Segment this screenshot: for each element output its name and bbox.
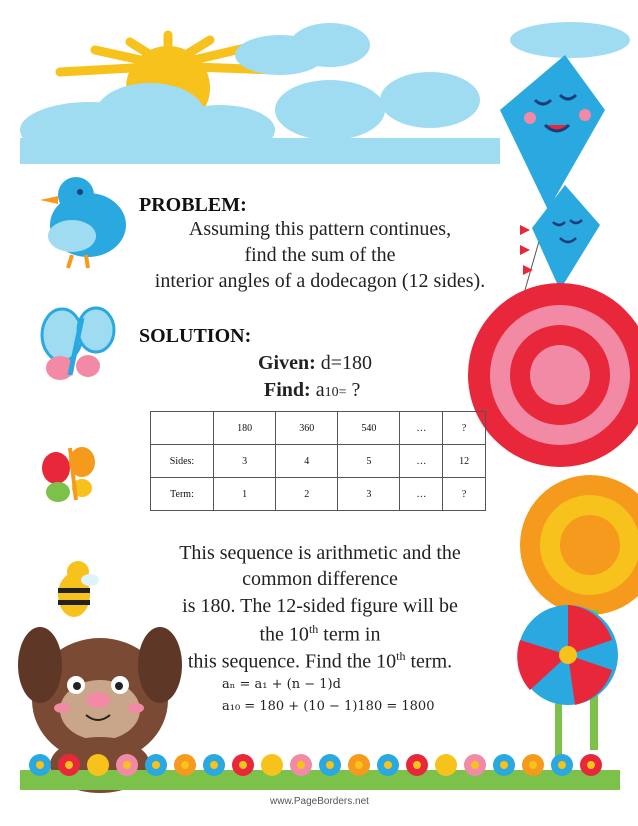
small-flower-icon xyxy=(87,754,109,776)
bee-icon xyxy=(58,561,99,617)
table-cell: 5 xyxy=(338,445,400,478)
table-cell: 3 xyxy=(214,445,276,478)
solution-title: SOLUTION: xyxy=(139,325,252,347)
small-flower-icon xyxy=(319,754,341,776)
table-cell: 4 xyxy=(276,445,338,478)
explanation-line: common difference xyxy=(242,568,398,590)
tenth-term-formula: a₁₀ = 180 + (10 − 1)180 = 1800 xyxy=(222,699,435,714)
small-flower-icon xyxy=(580,754,602,776)
sequence-table xyxy=(150,411,486,511)
explanation-text: this sequence. Find the 10 xyxy=(187,650,397,673)
table-row xyxy=(151,478,486,511)
find-term: a xyxy=(315,379,325,401)
problem-text-line: find the sum of the xyxy=(244,244,396,266)
problem-text-line: Assuming this pattern continues, xyxy=(188,218,452,240)
explanation-line xyxy=(120,649,520,674)
table-row-label: Sides: xyxy=(151,445,214,478)
table-cell: 1 xyxy=(214,478,276,511)
find-term-subscript: 10= xyxy=(324,385,347,400)
explanation-line xyxy=(120,622,520,647)
explanation-line: This sequence is arithmetic and the xyxy=(179,542,461,564)
small-flower-icon xyxy=(464,754,486,776)
table-row xyxy=(151,445,486,478)
table-cell: … xyxy=(400,445,443,478)
butterfly-icon xyxy=(42,308,114,380)
small-flower-icon xyxy=(145,754,167,776)
table-cell: ? xyxy=(443,412,486,445)
table-cell: 12 xyxy=(443,445,486,478)
problem-title: PROBLEM: xyxy=(139,194,247,216)
table-cell: 540 xyxy=(338,412,400,445)
small-flower-icon xyxy=(29,754,51,776)
general-term-formula: aₙ = a₁ + (n − 1)d xyxy=(222,677,341,692)
small-flower-icon xyxy=(290,754,312,776)
small-flower-icon xyxy=(406,754,428,776)
table-cell: … xyxy=(400,412,443,445)
table-cell: ? xyxy=(443,478,486,511)
small-flower-icon xyxy=(116,754,138,776)
table-cell: 2 xyxy=(276,478,338,511)
find-question: ? xyxy=(351,379,361,401)
given-label: Given: xyxy=(258,352,316,374)
small-flower-icon xyxy=(203,754,225,776)
small-flower-icon xyxy=(435,754,457,776)
small-flower-icon xyxy=(522,754,544,776)
table-cell: … xyxy=(400,478,443,511)
explanation-line: is 180. The 12-sided figure will be xyxy=(182,595,458,617)
small-flower-icon xyxy=(58,754,80,776)
small-butterfly-icon xyxy=(42,447,95,502)
given-line xyxy=(258,352,372,375)
small-flower-icon xyxy=(261,754,283,776)
table-cell: 360 xyxy=(276,412,338,445)
table-cell: 3 xyxy=(338,478,400,511)
small-flower-icon xyxy=(174,754,196,776)
table-row xyxy=(151,412,486,445)
watermark: www.PageBorders.net xyxy=(270,796,369,807)
small-flower-icon xyxy=(377,754,399,776)
flower-orange-icon xyxy=(520,475,638,615)
problem-text-line: interior angles of a dodecagon (12 sides). xyxy=(154,270,486,292)
small-flower-icon xyxy=(551,754,573,776)
explanation-superscript: th xyxy=(308,622,319,636)
find-line xyxy=(264,379,360,402)
explanation-superscript: th xyxy=(396,649,406,663)
small-flower-icon xyxy=(232,754,254,776)
pinwheel-icon xyxy=(517,605,618,705)
explanation-text: term. xyxy=(405,650,453,673)
explanation-text: the 10 xyxy=(259,623,309,646)
explanation-text: term in xyxy=(318,623,381,646)
cloud-band xyxy=(20,138,500,164)
small-flower-icon xyxy=(348,754,370,776)
find-label: Find: xyxy=(264,379,311,401)
table-row-label: Term: xyxy=(151,478,214,511)
given-value: d=180 xyxy=(320,352,373,374)
table-row-label xyxy=(151,412,214,445)
table-cell: 180 xyxy=(214,412,276,445)
small-flower-icon xyxy=(493,754,515,776)
flower-red-icon xyxy=(468,283,638,467)
